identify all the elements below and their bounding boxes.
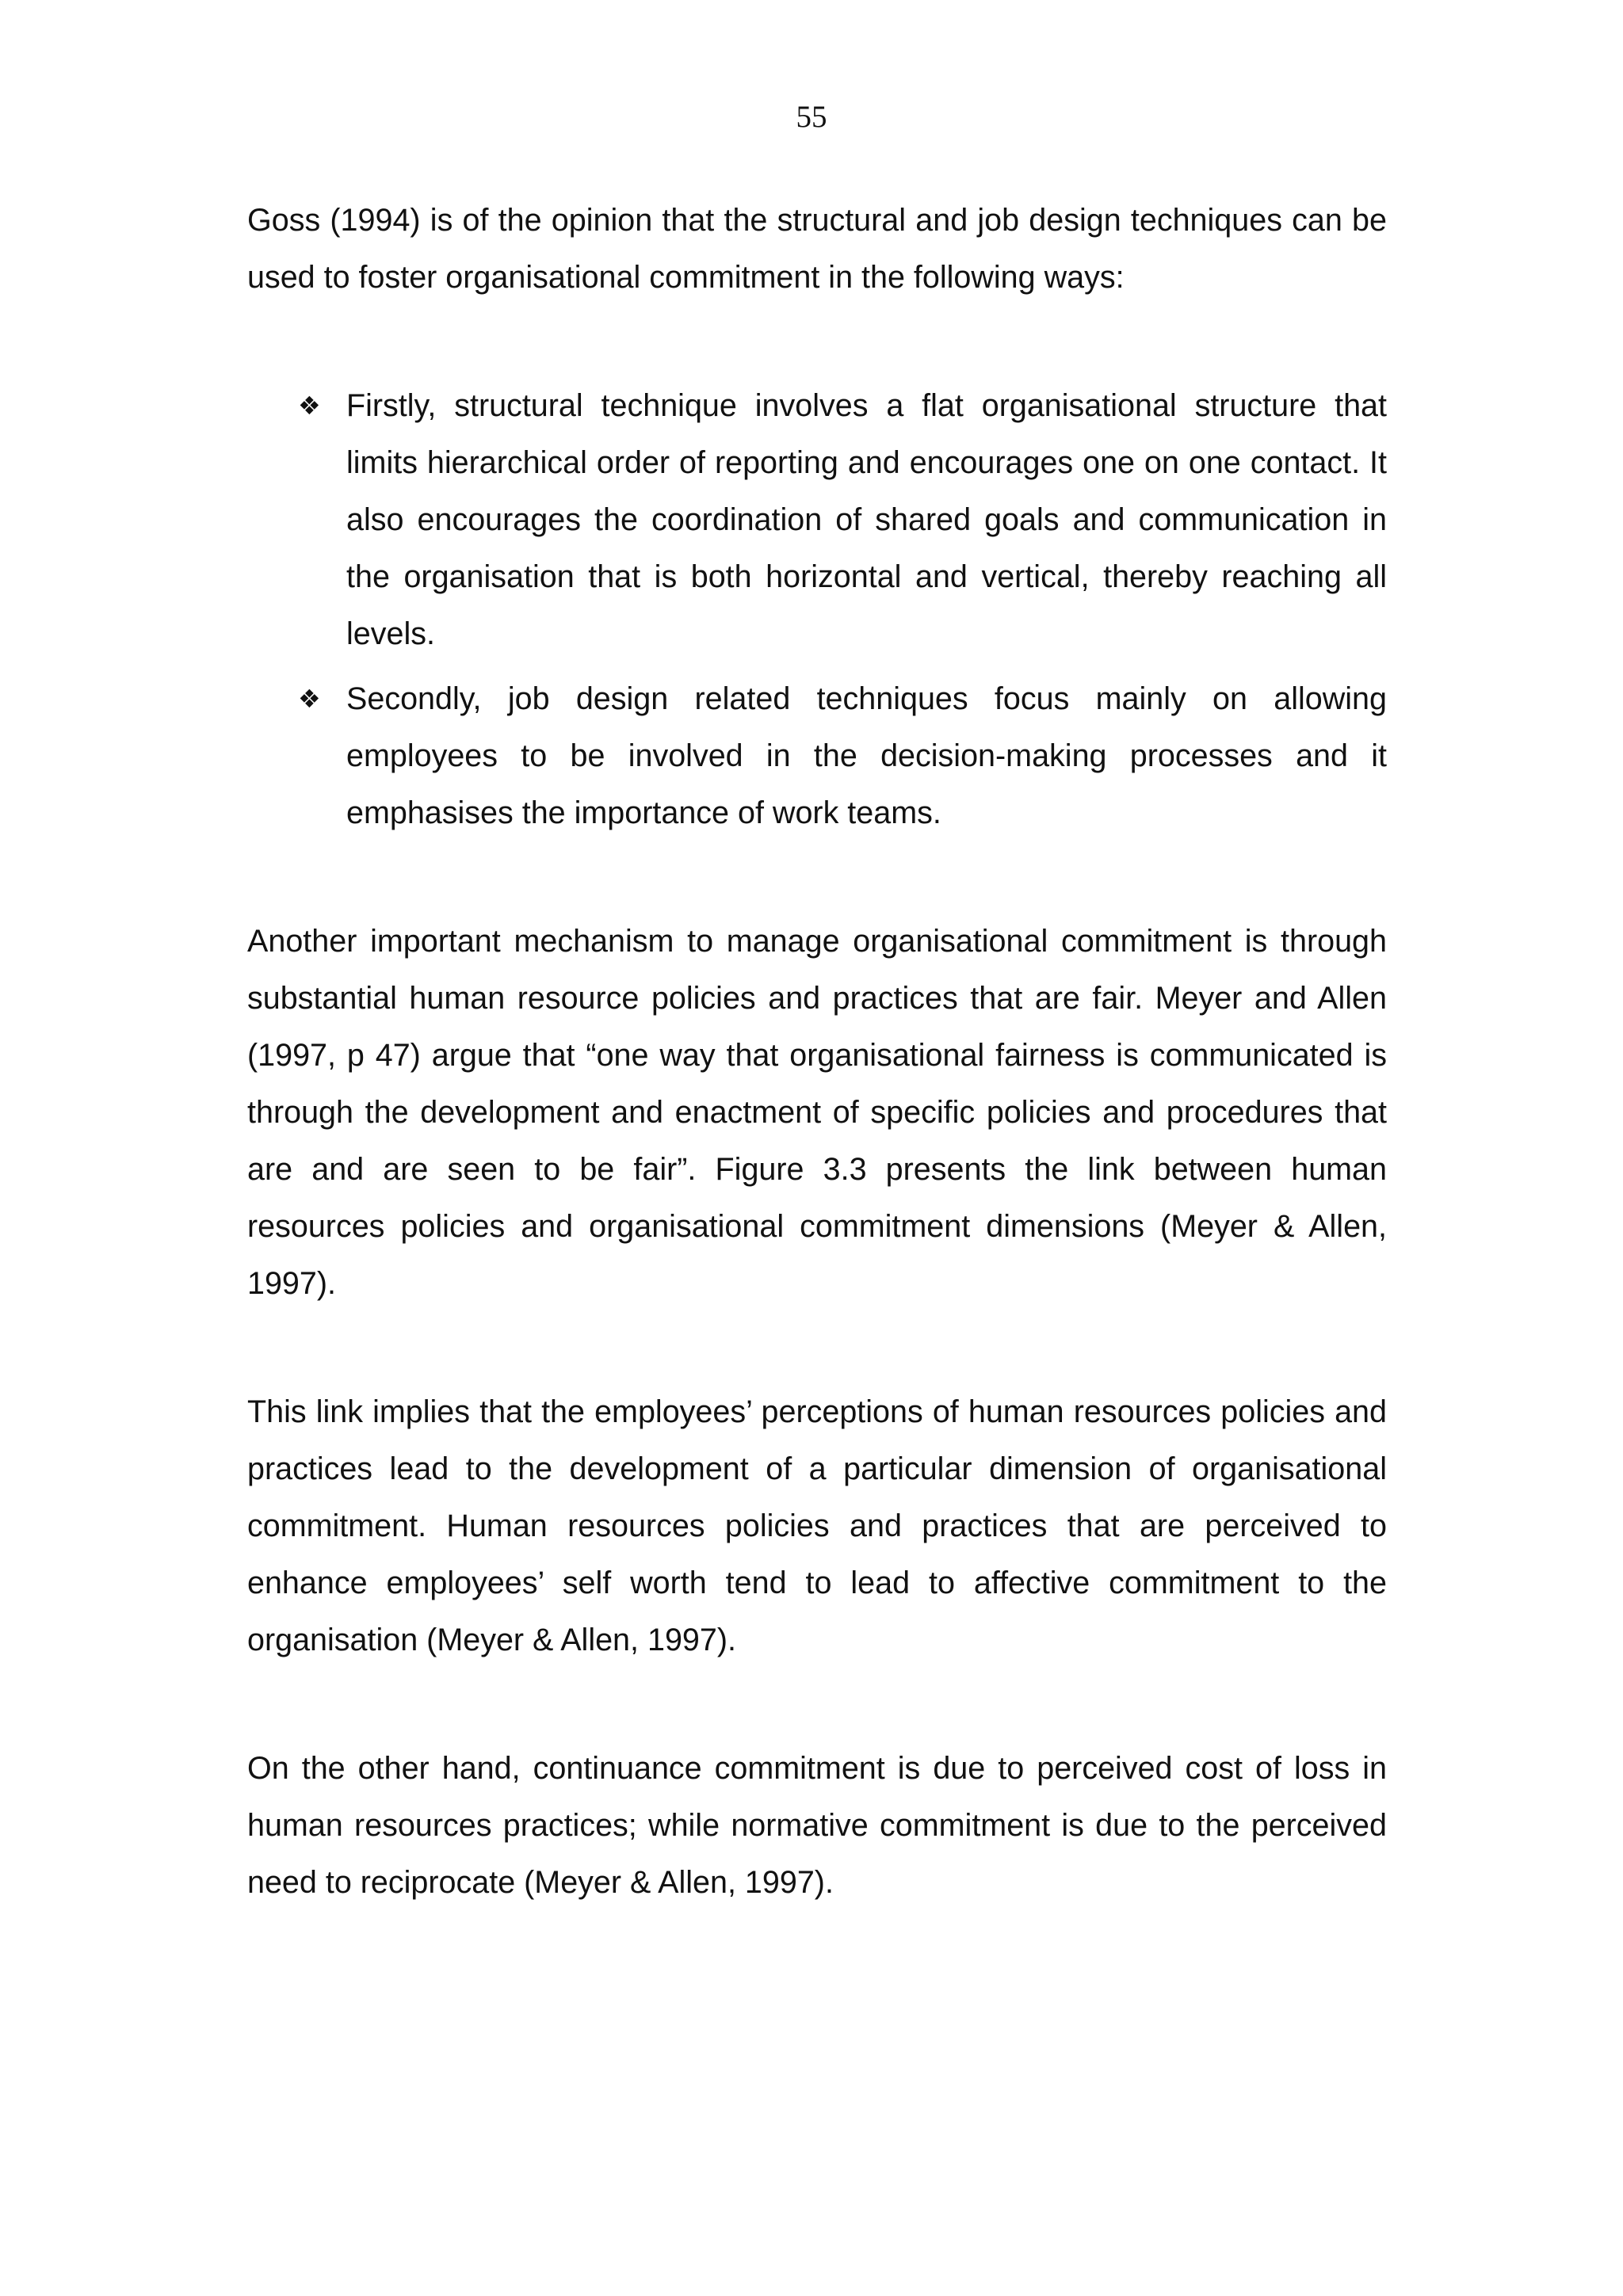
bullet-item-job-design [247, 670, 1387, 841]
four-diamond-bullet-icon: ❖ [298, 391, 321, 421]
spacer [247, 841, 1387, 913]
bullet-text: Secondly, job design related techniques focus mainly on allowing employees to be involved in the decision-making processes and it emphasises the importance of work teams. [346, 681, 1387, 830]
page-body [247, 192, 1387, 1911]
paragraph-hr-policies: Another important mechanism to manage organisational commitment is through substantial human resource policies and practices that are fair. Meyer and Allen (1997, p 47) argue that “one way that organisational fairness is communicated is through the development and enactment of specific policies and procedures that are and are seen to be fair”. Figure 3.3 presents the link between human resources policies and organisational commitment dimensions (Meyer & Allen, 1997). [247, 924, 1387, 1301]
spacer [247, 1312, 1387, 1383]
spacer [247, 306, 1387, 377]
bullet-list [247, 377, 1387, 841]
paragraph-perceptions: This link implies that the employees’ perceptions of human resources policies and practices lead to the development of a particular dimension of organisational commitment. Human resources policies and practices that are perceived to enhance employees’ self worth tend to lead to affective commitment to the organisation (Meyer & Allen, 1997). [247, 1394, 1387, 1657]
page-number: 55 [796, 100, 827, 134]
intro-paragraph: Goss (1994) is of the opinion that the structural and job design techniques can be used to foster organisational commitment in the following ways: [247, 203, 1387, 295]
four-diamond-bullet-icon: ❖ [298, 684, 321, 714]
bullet-text: Firstly, structural technique involves a flat organisational structure that limits hierarchical order of reporting and encourages one on one contact. It also encourages the coordination of shared goals and communication in the organisation that is both horizontal and vertical, thereby reaching all levels. [346, 388, 1387, 651]
spacer [247, 1669, 1387, 1740]
paragraph-continuance: On the other hand, continuance commitment is due to perceived cost of loss in human resources practices; while normative commitment is due to the perceived need to reciprocate (Meyer & Allen, 1997). [247, 1751, 1387, 1900]
bullet-item-structural [247, 377, 1387, 662]
